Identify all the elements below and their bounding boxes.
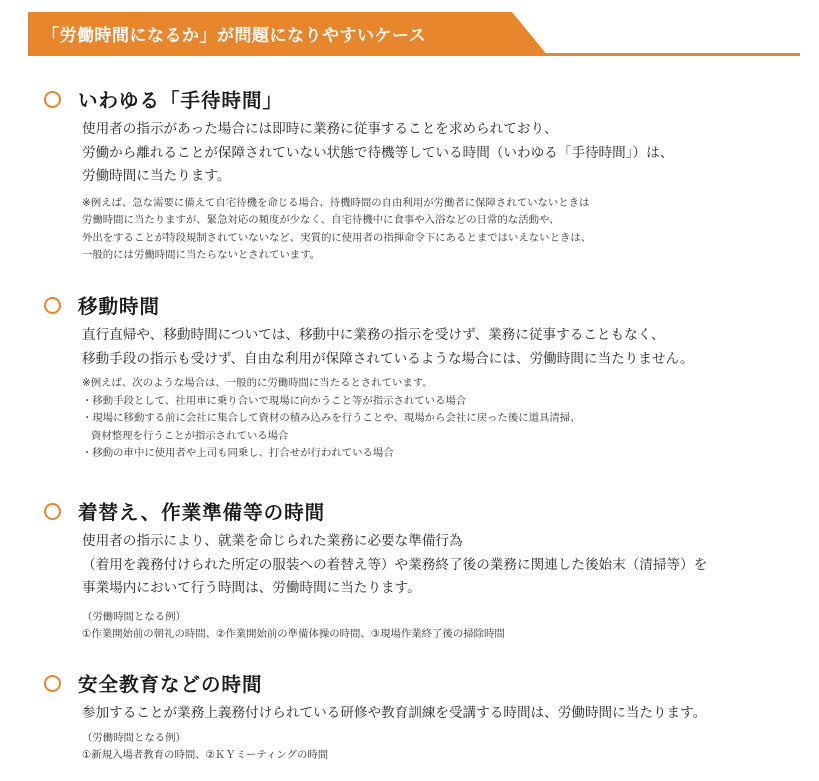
note-line: 資材整理を行うことが指示されている場合 [91,429,289,442]
note-line: 外出をすることが特段規制されていないなど、実質的に使用者の指揮命令下にあるとまではいえないときは、 [82,231,592,244]
circle-icon [44,675,61,692]
note-line: ・移動の車中に使用者や上司も同乗し、打合せが行われている場合 [82,447,394,459]
body-line: 事業場内において行う時間は、労働時間に当たります。 [82,580,421,596]
section-title: 着替え、作業準備等の時間 [78,501,326,524]
note-line: ・現場に移動する前に会社に集合して資材の積み込みを行うことや、現場から会社に戻った後に道具清掃、 [82,412,581,424]
section-notes [82,375,814,463]
section-notes [82,609,814,644]
note-line: （労働時間となる例） [82,610,186,623]
body-line: 直行直帰や、移動時間については、移動中に業務の指示を受けず、業務に従事することもなく、 [82,327,665,343]
note-line: ・移動手段として、社用車に乗り合いで現場に向かうこと等が指示されている場合 [82,394,467,407]
section-body [82,324,814,371]
body-line: 参加することが業務上義務付けられている研修や教育訓練を受講する時間は、労働時間に当たります。 [82,705,707,721]
note-line: （労働時間となる例） [82,731,186,744]
body-line: 使用者の指示により、就業を命じられた業務に必要な準備行為 [82,533,463,549]
section-preparation-time [44,496,814,644]
header-title: 「労働時間になるか」が問題になりやすいケース [42,26,427,46]
note-line: 一般的には労働時間に当たらないとされています。 [82,249,321,261]
section-title: 移動時間 [78,295,161,318]
section-travel-time [44,290,814,463]
header-bar [0,12,800,56]
section-notes [82,730,814,765]
section-heading [44,290,814,320]
section-heading [44,668,814,698]
section-heading [44,84,814,114]
note-line: ①新規入場者教育の時間、②ＫＹミーティングの時間 [82,749,329,761]
body-line: （着用を義務付けられた所定の服装への着替え等）や業務終了後の業務に関連した後始末（清掃等）を [82,556,708,573]
note-line: 労働時間に当たりますが、緊急対応の頻度が少なく、自宅待機中に食事や入浴などの日常的な活動や、 [82,214,560,226]
body-line: 労働時間に当たります。 [82,168,231,184]
circle-icon [44,297,61,314]
body-line: 労働から離れることが保障されていない状態で待機等している時間（いわゆる「手待時間」）は、 [82,144,674,161]
section-title: いわゆる「手待時間」 [78,89,284,112]
section-waiting-time [44,84,814,265]
section-body [82,530,814,601]
section-notes [82,195,814,265]
section-body [82,702,814,726]
section-heading [44,496,814,526]
note-line: ※例えば、次のような場合は、一般的に労働時間に当たるとされています。 [82,377,433,389]
section-safety-education [44,668,814,765]
body-line: 移動手段の指示も受けず、自由な利用が保障されているような場合には、労働時間に当たりません。 [82,350,694,367]
note-line: ①作業開始前の朝礼の時間、②作業開始前の準備体操の時間、③現場作業終了後の掃除時間 [82,628,505,640]
note-line: ※例えば、急な需要に備えて自宅待機を命じる場合、待機時間の自由利用が労働者に保障されていないときは [82,196,590,209]
section-title: 安全教育などの時間 [78,673,263,696]
section-body [82,118,814,189]
circle-icon [44,91,61,108]
body-line: 使用者の指示があった場合には即時に業務に従事することを求められており、 [82,121,558,137]
circle-icon [44,503,61,520]
